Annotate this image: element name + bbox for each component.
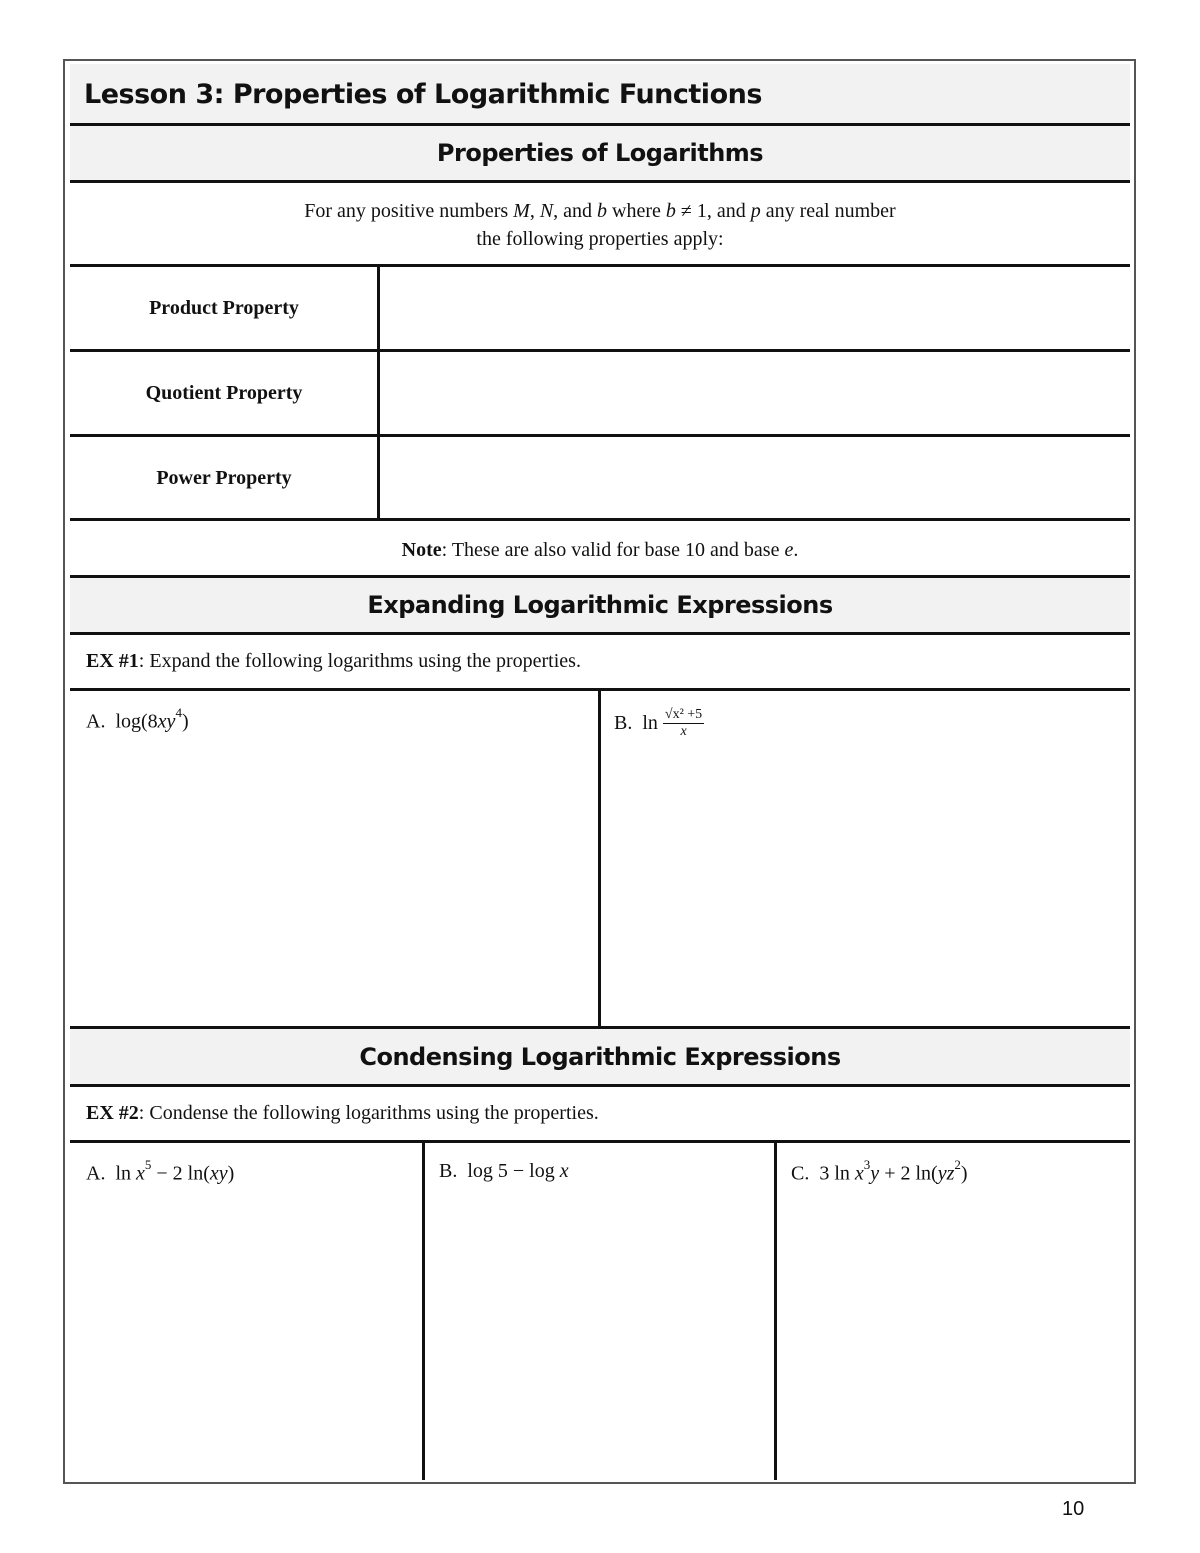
intro-line-2: the following properties apply:: [476, 228, 724, 250]
divider: [70, 180, 1130, 183]
properties-heading: Properties of Logarithms: [70, 126, 1130, 180]
note-line: Note: These are also valid for base 10 and base e.: [401, 539, 799, 561]
table-column-divider: [377, 266, 380, 519]
expanding-heading: Expanding Logarithmic Expressions: [70, 578, 1130, 632]
divider: [70, 1140, 1130, 1143]
properties-intro: [70, 197, 1130, 253]
quotient-property-label: Quotient Property: [145, 382, 303, 404]
ex1-problem-a: A. $\log(8xy^4)$: [86, 705, 189, 733]
product-property-label: Product Property: [149, 297, 299, 319]
condensing-heading: Condensing Logarithmic Expressions: [70, 1029, 1130, 1084]
condensing-column-divider-2: [774, 1142, 777, 1480]
ex1-instruction: EX #1 : Expand the following logarithms using the properties.: [86, 650, 581, 672]
condensing-column-divider-1: [422, 1142, 425, 1480]
ex2-problem-b: B. log 5 − log x: [439, 1160, 569, 1182]
ex2-instruction: EX #2 : Condense the following logarithms using the properties.: [86, 1102, 599, 1124]
intro-line-1: For any positive numbers M, N, and b where b ≠ 1, and p any real number: [304, 200, 896, 222]
page-number: 10: [1062, 1498, 1085, 1520]
power-property-label: Power Property: [156, 467, 292, 489]
product-property-answer[interactable]: [381, 267, 1129, 349]
ex2-problem-c: C. 3 $\ln x^3y + 2$ $\ln(yz^2)$: [791, 1157, 968, 1185]
quotient-property-answer[interactable]: [381, 352, 1129, 434]
ex2-problem-a: A. $\ln x^5 - 2$ ln(xy): [86, 1157, 235, 1185]
expanding-column-divider: [598, 690, 601, 1027]
ex1-problem-b: B. ln $\frac{\text{√x² +5}}{x}$: [614, 707, 703, 739]
power-property-answer[interactable]: [381, 437, 1129, 519]
lesson-title: Lesson 3: Properties of Logarithmic Functions: [70, 64, 1130, 124]
fraction: $\frac{\text{√x² +5}}{x}$: [664, 707, 703, 739]
divider: [70, 518, 1130, 521]
